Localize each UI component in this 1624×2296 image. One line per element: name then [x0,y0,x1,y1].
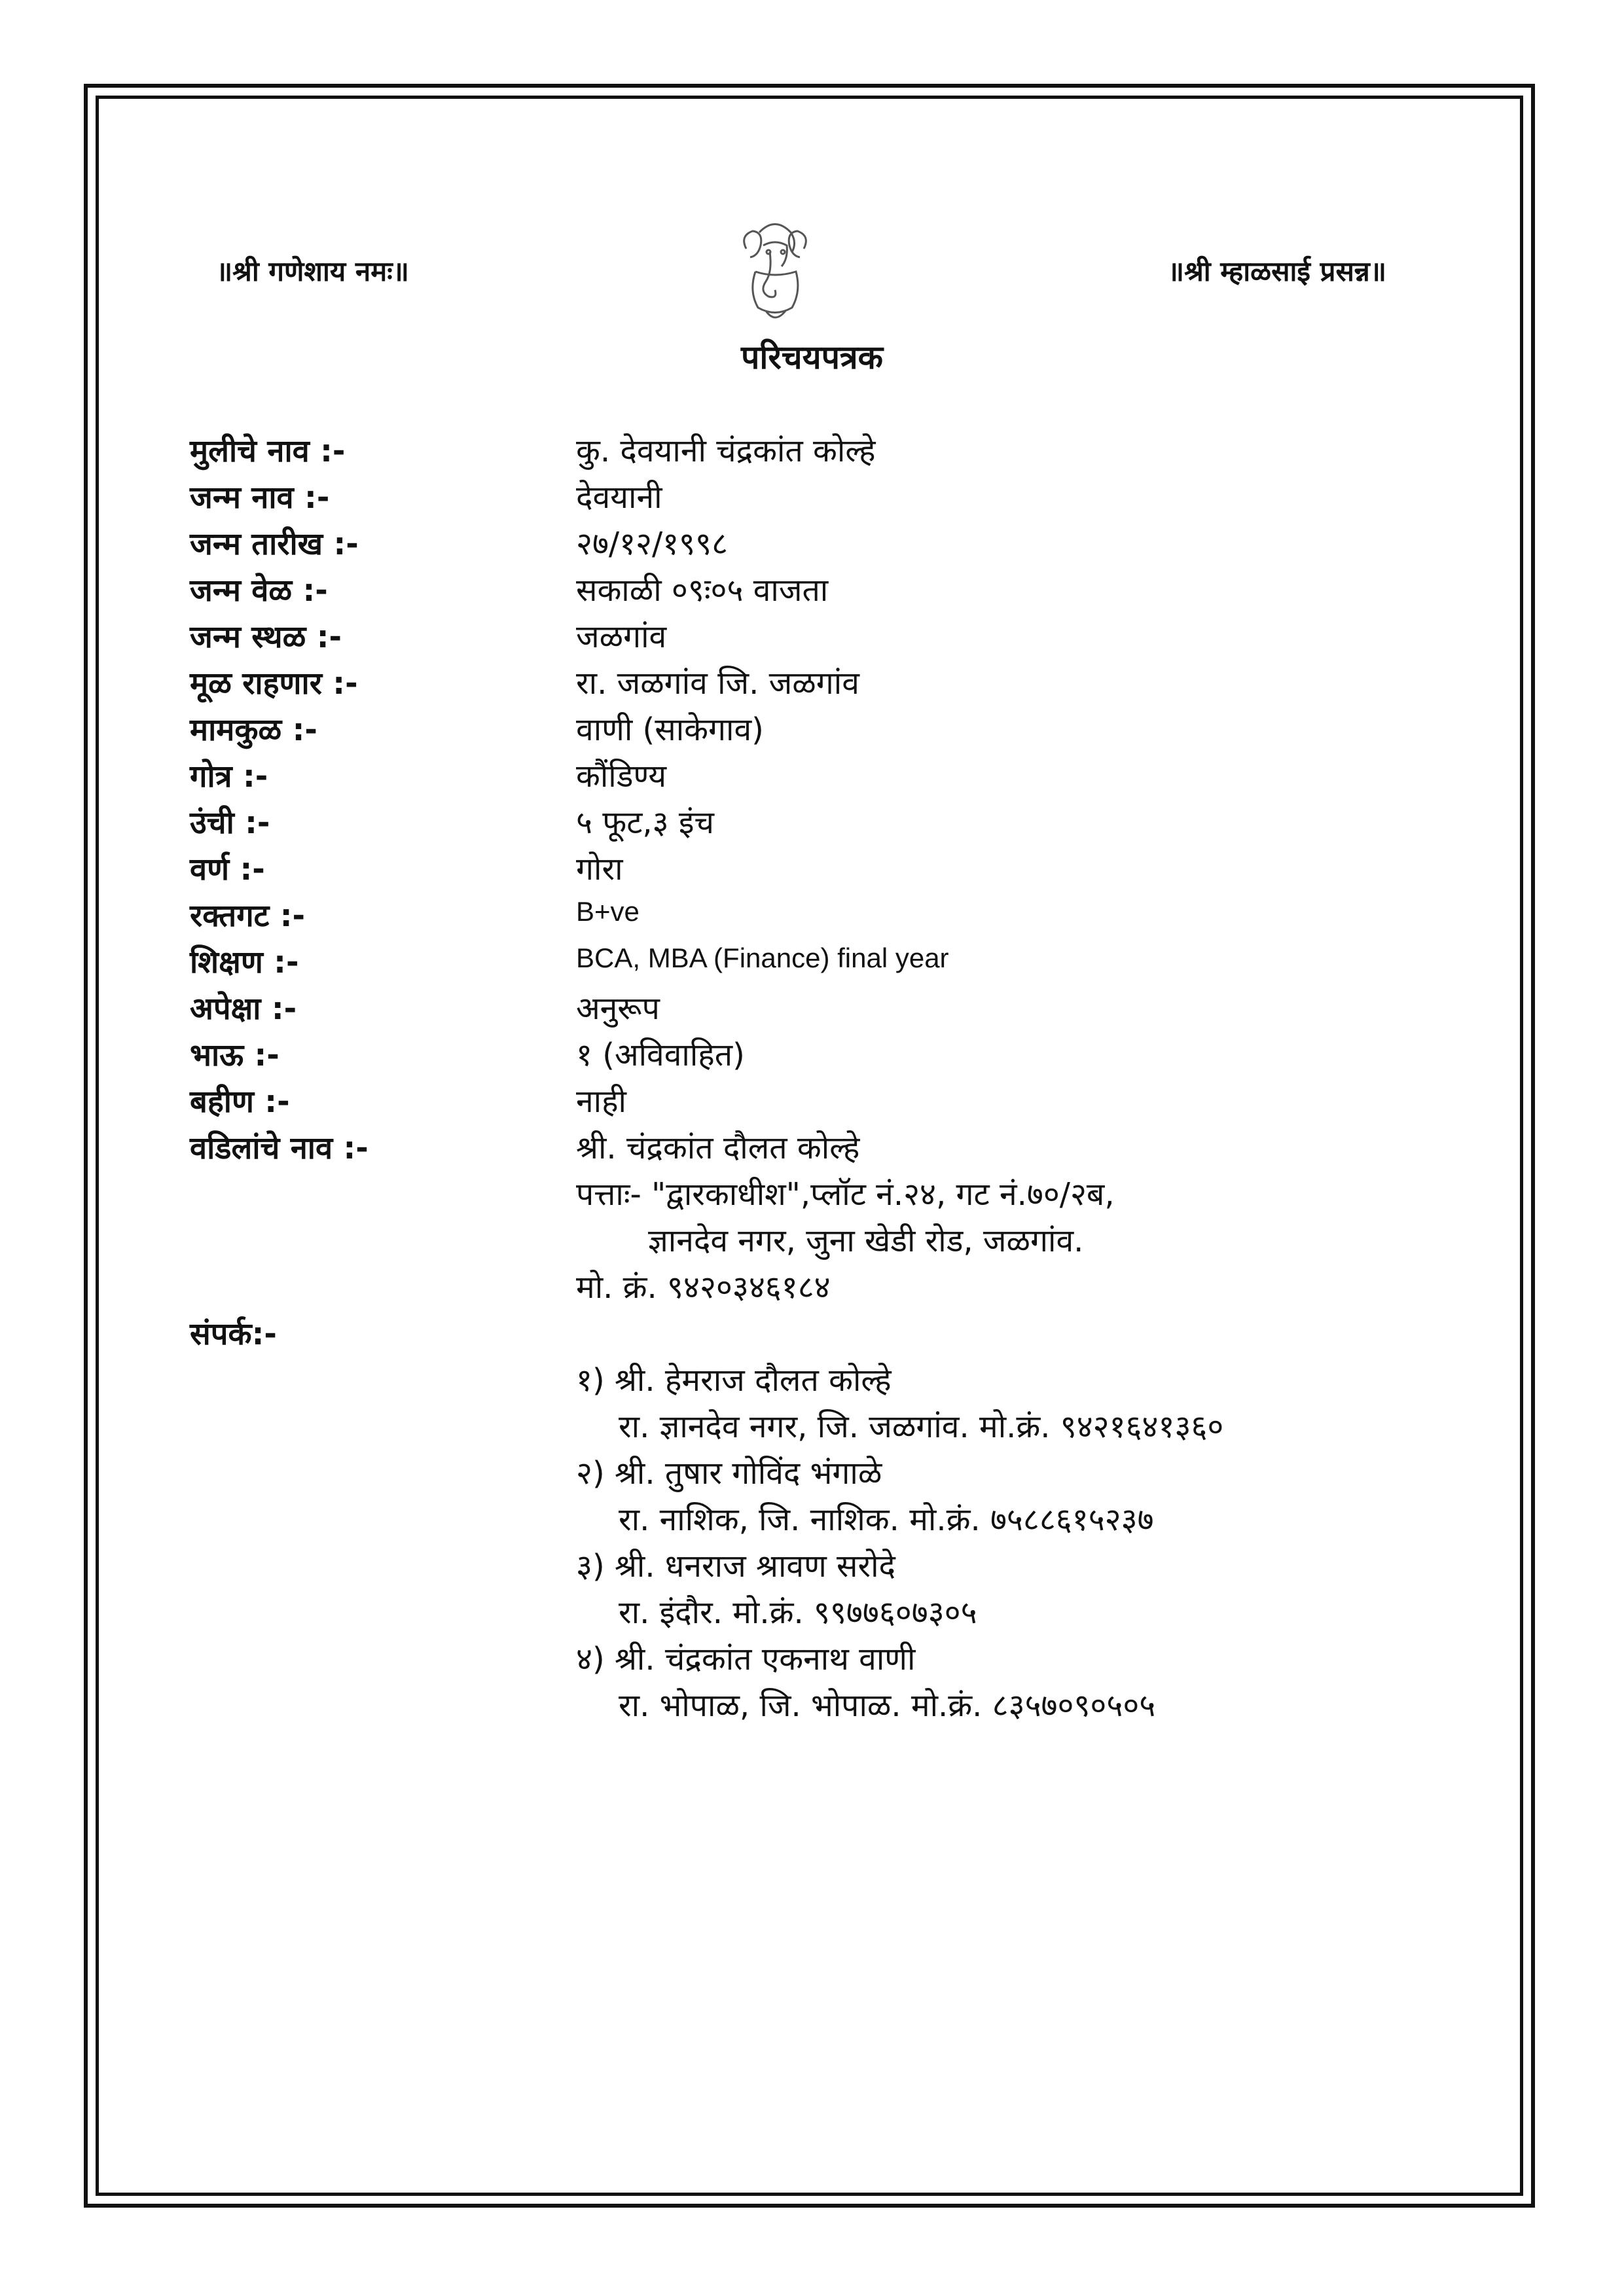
field-value: रा. जळगांव जि. जळगांव [576,665,859,702]
field-row [0,1079,1624,1125]
field-label: वडिलांचे नाव :- [190,1130,369,1166]
field-value: सकाळी ०९ः०५ वाजता [576,572,829,609]
contact-name: २) श्री. तुषार गोविंद भंगाळे [576,1455,882,1492]
field-row [0,429,1624,475]
field-value: गोरा [576,851,623,888]
field-label: वर्ण :- [190,852,265,888]
field-row [0,893,1624,939]
father-phone: मो. क्रं. ९४२०३४६१८४ [576,1269,831,1306]
field-label: मुलीचे नाव :- [190,433,346,469]
field-row [0,568,1624,614]
field-row [0,847,1624,893]
field-label: जन्म स्थळ :- [190,619,342,655]
contact-detail: रा. इंदौर. मो.क्रं. ९९७७६०७३०५ [619,1594,977,1631]
field-value: १ (अविवाहित) [576,1037,745,1073]
field-value: कु. देवयानी चंद्रकांत कोल्हे [576,433,876,469]
contact-detail: रा. नाशिक, जि. नाशिक. मो.क्रं. ७५८८६१५२३७ [619,1501,1154,1538]
field-value: जळगांव [576,619,667,655]
field-label: उंची :- [190,805,270,841]
field-row [0,1126,1624,1172]
contact-detail: रा. भोपाळ, जि. भोपाळ. मो.क्रं. ८३५७०९०५०५ [619,1687,1156,1724]
field-label: जन्म तारीख :- [190,526,359,562]
field-row [0,754,1624,800]
field-row [0,800,1624,846]
field-value: B+ve [576,896,640,927]
field-row [0,475,1624,521]
field-row [0,615,1624,660]
field-value: वाणी (साकेगाव) [576,711,764,748]
field-label: मामकुळ :- [190,712,317,748]
field-value: अनुरूप [576,990,660,1027]
ganesha-icon [720,213,830,331]
field-label: रक्तगट :- [190,898,306,934]
field-label: भाऊ :- [190,1037,280,1073]
field-value: कौंडिण्य [576,758,667,795]
field-value: ५ फूट,३ इंच [576,804,714,841]
left-blessing: ॥श्री गणेशाय नमः॥ [216,255,409,287]
field-value: देवयानी [576,479,662,516]
right-blessing: ॥श्री म्हाळसाई प्रसन्न॥ [1167,255,1386,287]
contact-detail: रा. ज्ञानदेव नगर, जि. जळगांव. मो.क्रं. ९४२१६४१३६० [619,1408,1224,1445]
contacts-label: संपर्क:- [190,1316,277,1352]
field-label: जन्म नाव :- [190,480,330,516]
field-label: बहीण :- [190,1084,290,1120]
field-label: मूळ राहणार :- [190,666,358,702]
field-label: अपेक्षा :- [190,991,297,1027]
field-row [0,986,1624,1032]
contact-name: ४) श्री. चंद्रकांत एकनाथ वाणी [576,1641,916,1677]
page-title: परिचयपत्रक [741,338,883,376]
father-address-line: पत्ताः- "द्वारकाधीश",प्लॉट नं.२४, गट नं.७०/२ब, [576,1176,1115,1213]
field-row [0,940,1624,986]
contact-name: १) श्री. हेमराज दौलत कोल्हे [576,1362,892,1399]
field-label: शिक्षण :- [190,944,299,980]
field-label: जन्म वेळ :- [190,573,328,609]
field-row [0,1033,1624,1079]
father-address-line: ज्ञानदेव नगर, जुना खेडी रोड, जळगांव. [648,1223,1084,1259]
contact-name: ३) श्री. धनराज श्रावण सरोदे [576,1548,896,1585]
field-label: गोत्र :- [190,759,268,795]
field-value: श्री. चंद्रकांत दौलत कोल्हे [576,1130,860,1166]
field-value: २७/१२/१९९८ [576,526,729,562]
field-value: BCA, MBA (Finance) final year [576,942,949,973]
field-value: नाही [576,1083,626,1120]
field-row [0,522,1624,567]
field-row [0,708,1624,753]
field-row [0,661,1624,707]
